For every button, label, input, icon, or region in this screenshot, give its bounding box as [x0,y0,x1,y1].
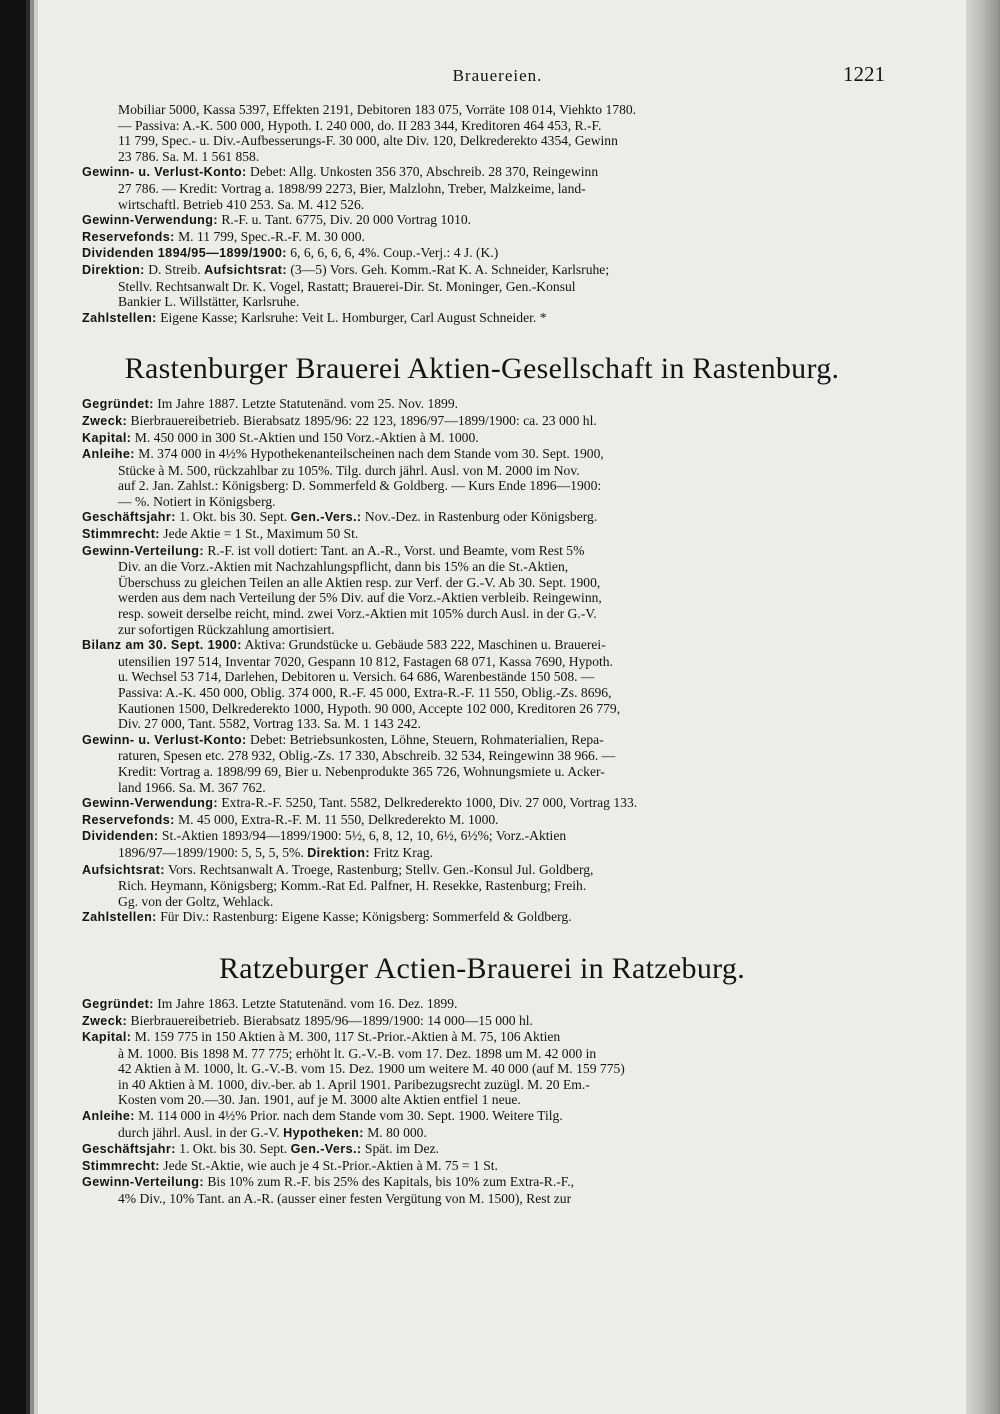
kapital-entry [82,430,882,447]
text-line: Gg. von der Goltz, Wehlack. [118,893,274,909]
text-line: utensilien 197 514, Inventar 7020, Gespann 10 812, Fastagen 68 071, Kassa 7690, Hypoth. [118,653,613,669]
running-title: Brauereien. [452,66,543,85]
entry-text: 6, 6, 6, 6, 6, 4%. Coup.-Verj.: 4 J. (K.) [290,245,499,261]
entry-text: Jede Aktie = 1 St., Maximum 50 St. [163,526,359,542]
dividenden-entry [82,245,882,262]
text-line: Rich. Heymann, Königsberg; Komm.-Rat Ed. Palfner, H. Resekke, Rastenburg; Freih. [118,878,587,894]
entry-text: Jede St.-Aktie, wie auch je 4 St.-Prior.-Aktien à M. 75 = 1 St. [163,1157,498,1173]
text-line: — %. Notiert in Königsberg. [118,493,276,509]
text-line: Bis 10% zum R.-F. bis 25% des Kapitals, bis 10% zum Extra-R.-F., [207,1174,575,1190]
entry-label: Direktion: [82,262,145,277]
text-line: M. 374 000 in 4½% Hypothekenanteilscheinen nach dem Stande vom 30. Sept. 1900, [138,446,604,462]
entry-label: Zweck: [82,1013,128,1028]
entry-text: Eigene Kasse; Karlsruhe: Veit L. Homburger, Carl August Schneider. * [160,309,547,325]
entry-label: Hypotheken: [283,1125,364,1140]
direktion-entry [82,262,882,310]
page-number: 1221 [843,62,885,86]
entry-label: Anleihe: [82,447,135,462]
bilanz-entry [82,637,882,732]
entry-label: Stimmrecht: [82,527,160,542]
text-line: 1896/97—1899/1900: 5, 5, 5, 5%. [118,844,304,860]
entry-text: Bierbrauereibetrieb. Bierabsatz 1895/96—1899/1900: 14 000—15 000 hl. [130,1012,533,1028]
entry-text: Für Div.: Rastenburg: Eigene Kasse; Königsberg: Sommerfeld & Goldberg. [160,909,572,925]
entry-label: Geschäftsjahr: [82,1142,176,1157]
entry-label: Aufsichtsrat: [82,862,165,877]
entry-label: Reservefonds: [82,812,175,827]
entry-text: D. Streib. [148,261,201,277]
entry-label: Gegründet: [82,996,154,1011]
entry-label: Gewinn-Verteilung: [82,543,204,558]
entry-text: Nov.-Dez. in Rastenburg oder Königsberg. [364,509,598,525]
entry-label: Dividenden: [82,829,159,844]
reservefonds-entry [82,812,882,829]
text-line: Überschuss zu gleichen Teilen an alle Aktien resp. zur Verf. der G.-V. Ab 30. Sept. 1900, [118,574,601,590]
anleihe-entry [82,1108,882,1141]
entry-label: Gegründet: [82,397,154,412]
text-line: — Passiva: A.-K. 500 000, Hypoth. I. 240 000, do. II 283 344, Kreditoren 464 453, R.-F. [118,117,602,133]
text-line: Mobiliar 5000, Kassa 5397, Effekten 2191, Debitoren 183 075, Vorräte 108 014, Viehkto 1780. [118,102,637,117]
entry-text: 1. Okt. bis 30. Sept. [179,1141,288,1157]
reservefonds-entry [82,229,882,246]
text-line: M. 159 775 in 150 Aktien à M. 300, 117 St.-Prior.-Aktien à M. 75, 106 Aktien [134,1029,561,1045]
entry-label: Gewinn-Verwendung: [82,796,218,811]
text-line: Bankier L. Willstätter, Karlsruhe. [118,294,300,310]
entry-text: M. 450 000 in 300 St.-Aktien und 150 Vorz.-Aktien à M. 1000. [134,429,479,445]
entry-label: Gen.-Vers.: [290,510,362,525]
text-line: land 1966. Sa. M. 367 762. [118,779,266,795]
entry-text: Im Jahre 1863. Letzte Statutenänd. vom 16. Dez. 1899. [157,995,458,1011]
dividenden-entry [82,828,882,861]
text-line: Debet: Betriebsunkosten, Löhne, Steuern, Rohmaterialien, Repa- [250,731,604,747]
text-line: St.-Aktien 1893/94—1899/1900: 5½, 6, 8, 12, 10, 6½, 6½%; Vorz.-Aktien [161,828,567,844]
text-line: Kredit: Vortrag a. 1898/99 69, Bier u. Nebenprodukte 365 726, Wohnungsmiete u. Acker- [118,763,605,779]
stimmrecht-entry [82,1158,882,1175]
book-binding-edge [0,0,38,1414]
anleihe-entry [82,446,882,509]
text-line: Stellv. Rechtsanwalt Dr. K. Vogel, Rastatt; Brauerei-Dir. St. Moninger, Gen.-Konsul [118,278,576,294]
bilanz-continuation [82,102,882,164]
text-line: Vors. Rechtsanwalt A. Troege, Rastenburg; Stellv. Gen.-Konsul Jul. Goldberg, [168,861,594,877]
entry-text: M. 80 000. [367,1124,427,1140]
company-title-rastenburg: Rastenburger Brauerei Aktien-Gesellschaft in Rastenburg. [124,352,840,386]
text-line: à M. 1000. Bis 1898 M. 77 775; erhöht lt. G.-V.-B. vom 17. Dez. 1898 um M. 42 000 in [118,1045,597,1061]
text-line: 42 Aktien à M. 1000, lt. G.-V.-B. vom 15. Dez. 1900 um weitere M. 40 000 (auf M. 159 775) [118,1061,625,1077]
entry-label: Zahlstellen: [82,910,157,925]
entry-text: Spät. im Dez. [364,1141,439,1157]
text-line: Kautionen 1500, Delkrederekto 1000, Hypoth. 90 000, Accepte 102 000, Kreditoren 26 779, [118,700,621,716]
running-header [110,62,885,92]
text-line: raturen, Spesen etc. 278 932, Oblig.-Zs. 17 330, Abschreib. 32 534, Reingewinn 38 966. — [118,748,616,764]
text-line: Passiva: A.-K. 450 000, Oblig. 374 000, R.-F. 45 000, Extra-R.-F. 11 550, Oblig.-Zs. 8696, [118,685,612,700]
text-line: 4% Div., 10% Tant. an A.-R. (ausser einer festen Vergütung von M. 1500), Rest zur [118,1191,572,1207]
text-line: wirtschaftl. Betrieb 410 253. Sa. M. 412 526. [118,196,365,212]
entry-label: Gewinn- u. Verlust-Konto: [82,732,247,747]
entry-label: Anleihe: [82,1109,135,1124]
entry-label: Bilanz am 30. Sept. 1900: [82,638,242,653]
entry-text: R.-F. u. Tant. 6775, Div. 20 000 Vortrag 1010. [221,212,472,228]
entry-label: Kapital: [82,430,132,445]
text-line: durch jährl. Ausl. in der G.-V. [118,1124,280,1140]
entry-label: Kapital: [82,1030,132,1045]
text-line: 11 799, Spec.- u. Div.-Aufbesserungs-F. 30 000, alte Div. 120, Delkrederekto 4354, Gewinn [118,133,618,149]
entry-label: Aufsichtsrat: [204,262,287,277]
entry-label: Zahlstellen: [82,310,157,325]
entry-label: Direktion: [307,845,370,860]
gewinn-verwendung-entry [82,795,882,812]
geschaeftsjahr-entry [82,509,882,526]
gewinn-verlust-entry [82,732,882,795]
zweck-entry [82,413,882,430]
zweck-entry [82,1013,882,1030]
gewinn-verteilung-entry [82,543,882,638]
geschaeftsjahr-entry [82,1141,882,1158]
entry-text: Extra-R.-F. 5250, Tant. 5582, Delkrederekto 1000, Div. 27 000, Vortrag 133. [221,795,638,811]
text-line: (3—5) Vors. Geh. Komm.-Rat K. A. Schneider, Karlsruhe; [290,261,610,277]
page-content [82,102,882,1207]
entry-label: Gewinn-Verwendung: [82,213,218,228]
gegruendet-entry [82,996,882,1013]
text-line: u. Wechsel 53 714, Darlehen, Debitoren u. Versich. 64 686, Warenbestände 150 508. — [118,669,595,685]
text-line: resp. soweit derselbe reicht, mind. zwei Vorz.-Aktien mit 105% durch Ausl. in der G.-V. [118,606,597,622]
entry-text: 1. Okt. bis 30. Sept. [179,509,288,525]
text-line: R.-F. ist voll dotiert: Tant. an A.-R., Vorst. und Beamte, vom Rest 5% [207,542,585,558]
text-line: werden aus dem nach Verteilung der 5% Div. auf die Vorz.-Aktien verbleib. Reingewinn, [118,590,602,606]
text-line: Debet: Allg. Unkosten 356 370, Abschreib. 28 370, Reingewinn [250,164,599,180]
entry-text: Fritz Krag. [373,844,434,860]
entry-label: Gewinn-Verteilung: [82,1175,204,1190]
gewinn-verteilung-entry [82,1174,882,1206]
text-line: Stücke à M. 500, rückzahlbar zu 105%. Tilg. durch jährl. Ausl. von M. 2000 im Nov. [118,462,580,478]
company-title-ratzeburg: Ratzeburger Actien-Brauerei in Ratzeburg. [219,951,745,985]
text-line: M. 114 000 in 4½% Prior. nach dem Stande vom 30. Sept. 1900. Weitere Tilg. [138,1108,563,1124]
gegruendet-entry [82,396,882,413]
entry-label: Stimmrecht: [82,1158,160,1173]
text-line: Kosten vom 20.—30. Jan. 1901, auf je M. 3000 alte Aktien entfiel 1 neue. [118,1092,521,1108]
stimmrecht-entry [82,526,882,543]
page-edge-shadow [966,0,1000,1414]
entry-text: M. 45 000, Extra-R.-F. M. 11 550, Delkrederekto M. 1000. [178,811,499,827]
entry-label: Reservefonds: [82,229,175,244]
gewinn-verwendung-entry [82,212,882,229]
entry-label: Gewinn- u. Verlust-Konto: [82,165,247,180]
zahlstellen-entry [82,310,882,327]
entry-text: M. 11 799, Spec.-R.-F. M. 30 000. [178,228,365,244]
text-line: zur sofortigen Rückzahlung amortisiert. [118,621,335,637]
entry-label: Zweck: [82,413,128,428]
gewinn-verlust-entry [82,164,882,212]
entry-label: Dividenden 1894/95—1899/1900: [82,246,287,261]
aufsichtsrat-entry [82,862,882,910]
text-line: Aktiva: Grundstücke u. Gebäude 583 222, Maschinen u. Brauerei- [244,637,606,653]
entry-label: Gen.-Vers.: [290,1142,362,1157]
text-line: Div. 27 000, Tant. 5582, Vortrag 133. Sa. M. 1 143 242. [118,716,421,732]
text-line: 27 786. — Kredit: Vortrag a. 1898/99 2273, Bier, Malzlohn, Treber, Malzkeime, land- [118,180,586,196]
entry-text: Im Jahre 1887. Letzte Statutenänd. vom 25. Nov. 1899. [157,396,459,412]
zahlstellen-entry [82,909,882,926]
kapital-entry [82,1029,882,1108]
entry-label: Geschäftsjahr: [82,510,176,525]
text-line: Div. an die Vorz.-Aktien mit Nachzahlungspflicht, dann bis 15% an die St.-Aktien, [118,559,569,575]
text-line: auf 2. Jan. Zahlst.: Königsberg: D. Sommerfeld & Goldberg. — Kurs Ende 1896—1900: [118,478,602,494]
text-line: in 40 Aktien à M. 1000, div.-ber. ab 1. April 1901. Paribezugsrecht zuzügl. M. 20 Em.- [118,1076,590,1092]
entry-text: Bierbrauereibetrieb. Bierabsatz 1895/96: 22 123, 1896/97—1899/1900: ca. 23 000 hl. [130,412,597,428]
text-line: 23 786. Sa. M. 1 561 858. [118,148,260,164]
